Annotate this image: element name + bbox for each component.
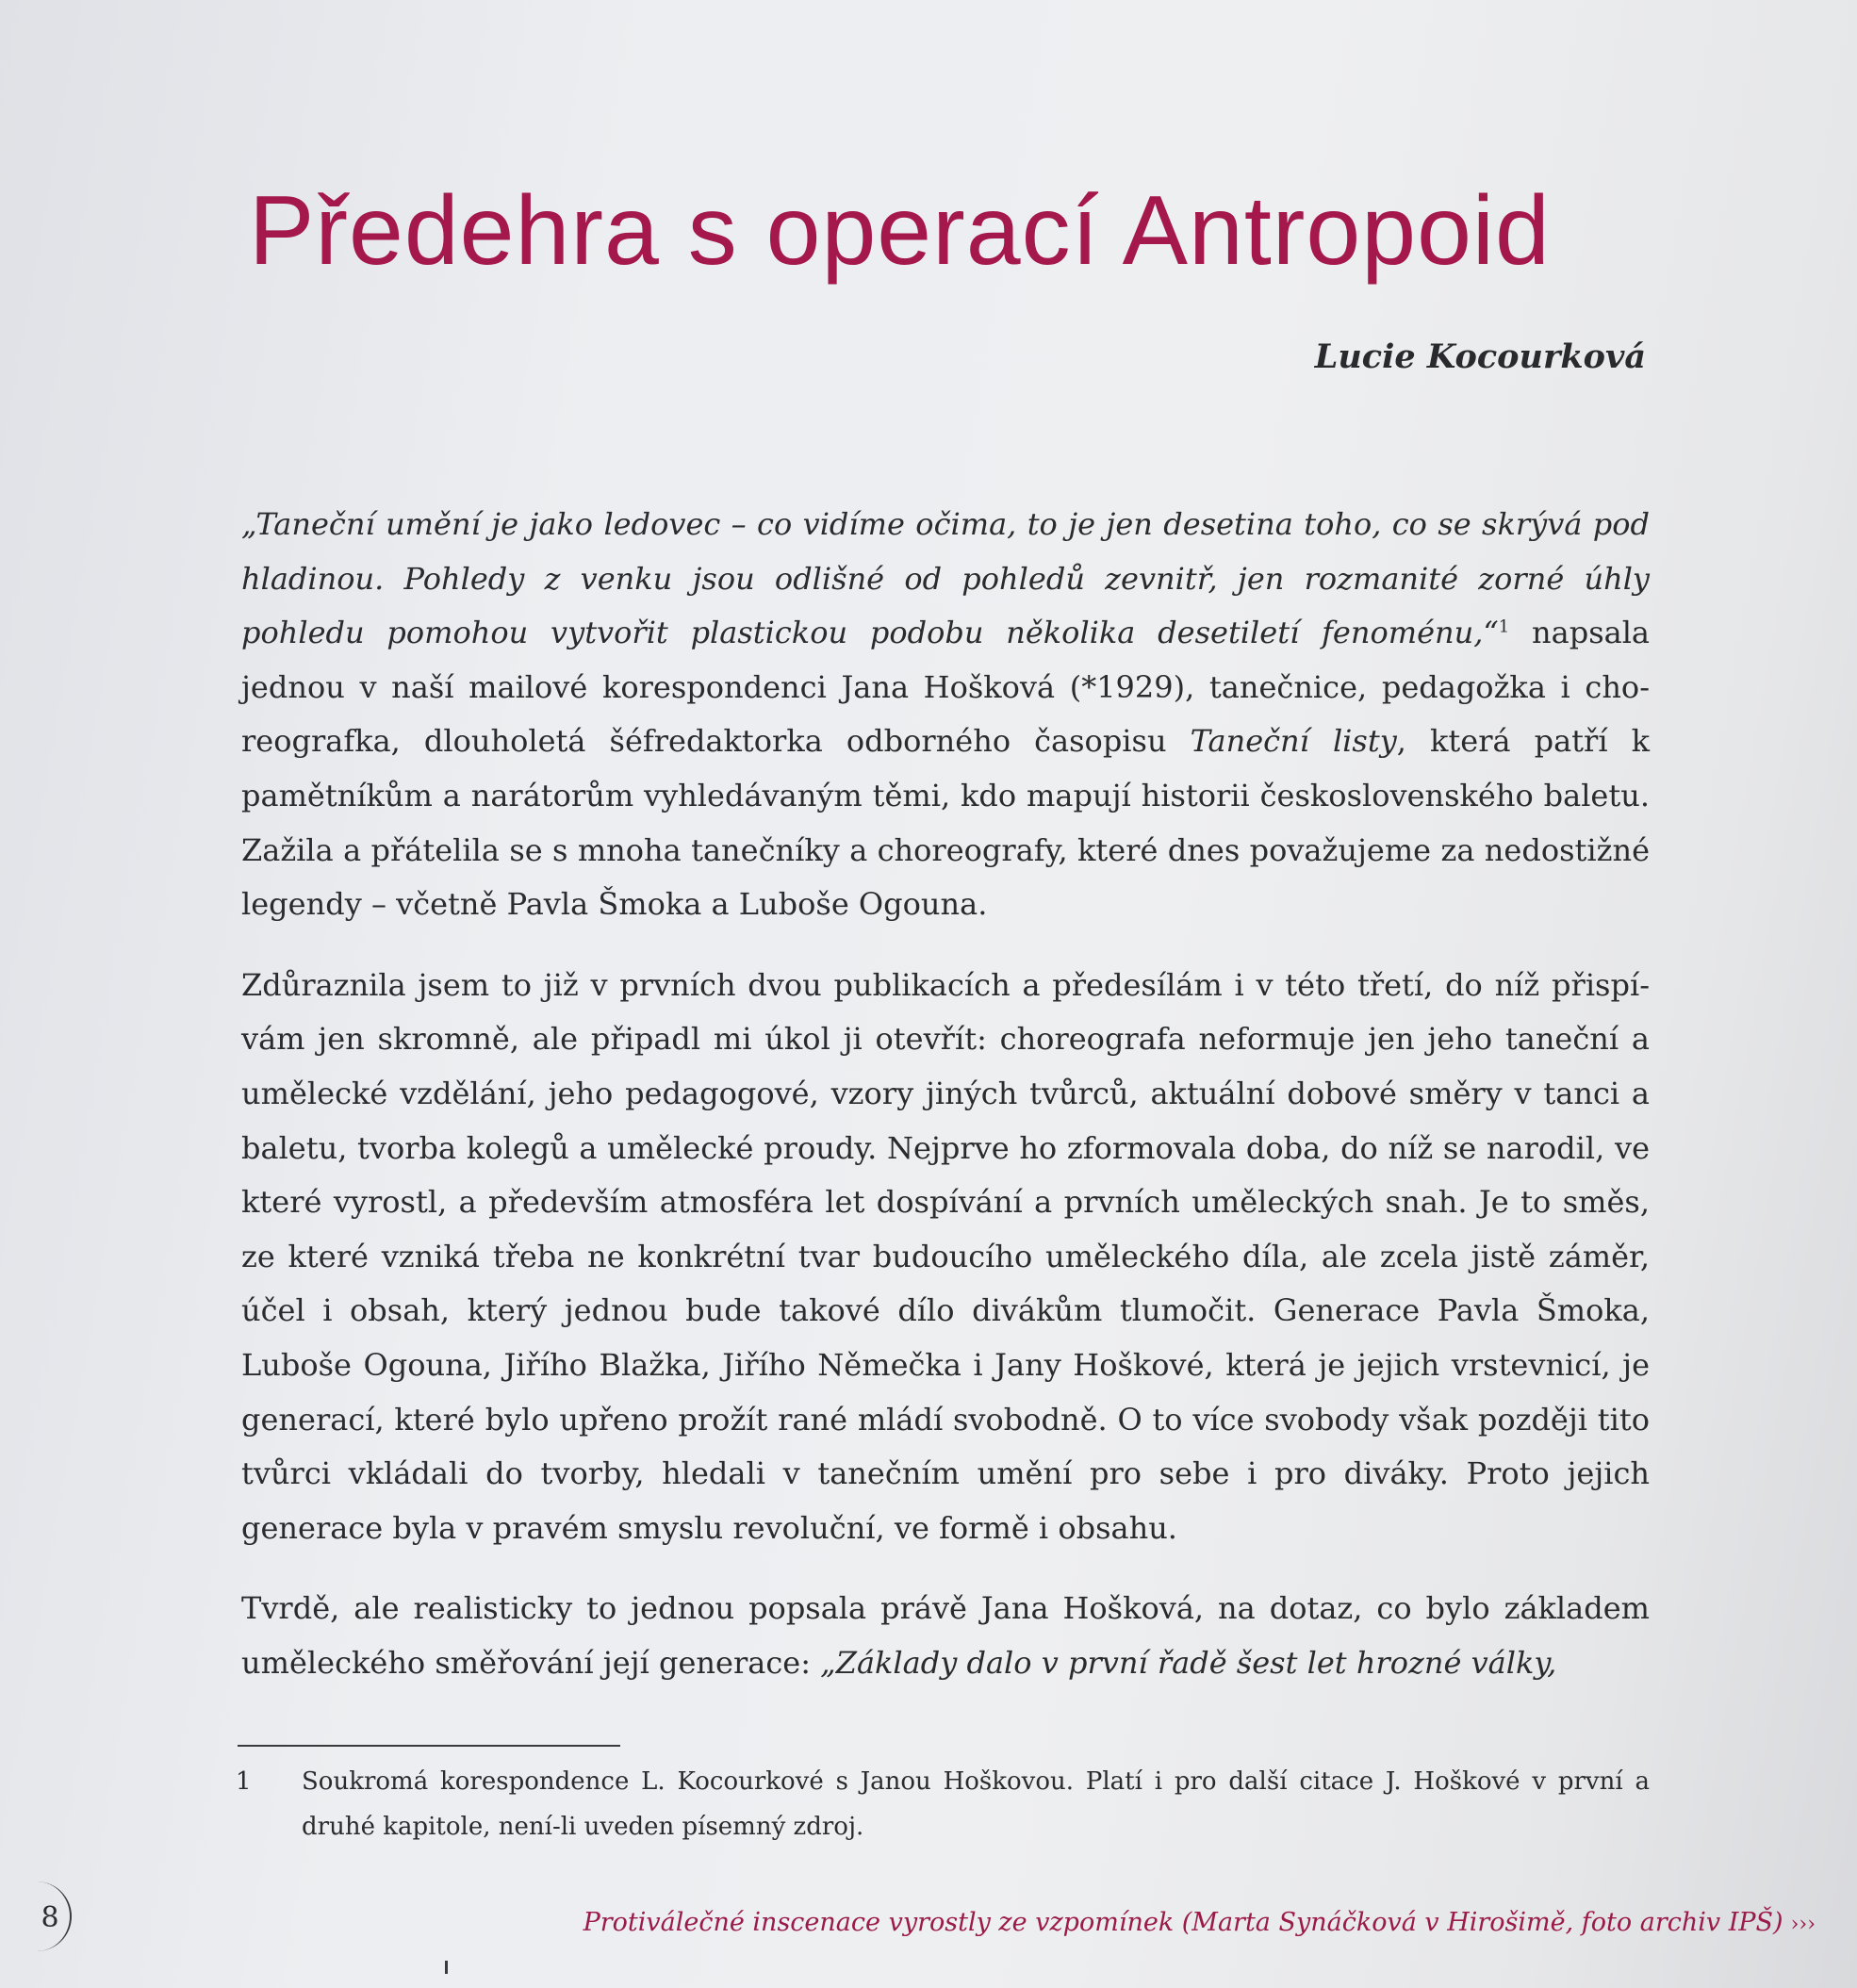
- paragraph-1-text-a: napsala jednou v naší mailové korespondenci Jana Hošková (*1929), tanečnice, pedagožka i choreografka, dlouholetá šéfredaktorka odborného časopisu: [241, 615, 1651, 760]
- opening-quote: „Taneční umění je jako ledovec – co vidíme očima, to je jen desetina toho, co se skrývá pod hladinou. Pohledy z venku jsou odlišné od pohledů zevnitř, jen rozmanité zorné úhly pohledu pomohou vytvořit plastickou podobu několika desetiletí fenoménu,“: [241, 506, 1650, 651]
- footnote: [236, 1759, 1650, 1849]
- author-name: Lucie Kocourková: [1314, 337, 1646, 376]
- page-title: Předehra s operací Antropoid: [249, 176, 1551, 286]
- paragraph-1: [241, 498, 1650, 932]
- footnote-text: Soukromá korespondence L. Kocourkové s Janou Hoškovou. Platí i pro další citace J. Hoškové v první a druhé kapitole, není-li uveden písemný zdroj.: [302, 1767, 1650, 1841]
- paragraph-3-text: Tvrdě, ale realisticky to jednou popsala právě Jana Hošková, na dotaz, co bylo základem uměleckého směřování její generace:: [241, 1590, 1650, 1681]
- crop-mark: [445, 1961, 448, 1974]
- paragraph-3: [241, 1582, 1650, 1690]
- page-number: 8: [41, 1901, 59, 1934]
- paragraph-2: Zdůraznila jsem to již v prvních dvou publikacích a předesílám i v této třetí, do níž přispívám jen skromně, ale připadl mi úkol ji otevřít: choreografa neformuje jen jeho taneční a umělecké vzdělání, jeho pedagogové, vzory jiných tvůrců, aktuální dobové směry v tanci a baletu, tvorba kolegů a umělecké proudy. Nejprve ho zformovala doba, do níž se narodil, ve které vyrostl, a především atmosféra let dospívání a prvních uměleckých snah. Je to směs, ze které vzniká třeba ne konkrétní tvar budoucího uměleckého díla, ale zcela jistě záměr, účel i obsah, který jednou bude takové dílo divákům tlumočit. Generace Pavla Šmoka, Luboše Ogouna, Jiřího Blažka, Jiřího Němečka i Jany Hoškové, která je jejich vrstevnicí, je generací, které bylo upřeno prožít rané mládí svobodně. O to více svobody však později tito tvůrci vkládali do tvorby, hledali v tanečním umění pro sebe i pro diváky. Proto jejich generace byla v pravém smyslu revoluční, ve formě i obsahu.: [241, 966, 1650, 1546]
- footnote-divider: [238, 1745, 620, 1747]
- footnote-number: 1: [236, 1767, 252, 1796]
- body-text: [241, 498, 1650, 1717]
- paragraph-3-quote: „Základy dalo v první řadě šest let hrozné války,: [820, 1644, 1557, 1681]
- footnote-ref: 1: [1498, 616, 1510, 637]
- journal-title: Taneční listy: [1190, 723, 1397, 760]
- caption-arrow-icon: ›››: [1790, 1913, 1816, 1936]
- paragraph-1-text-b: , která patří k pamětníkům a narátorům vyhledávaným těmi, kdo mapují historii československého baletu. Zažila a přátelila se s mnoha tanečníky a choreografy, které dnes považujeme za nedostižné legendy – včetně Pavla Šmoka a Luboše Ogouna.: [241, 723, 1651, 923]
- caption-text: Protiválečné inscenace vyrostly ze vzpomínek (Marta Synáčková v Hirošimě, foto archiv IPŠ): [583, 1908, 1783, 1937]
- caption-reference: [583, 1908, 1816, 1937]
